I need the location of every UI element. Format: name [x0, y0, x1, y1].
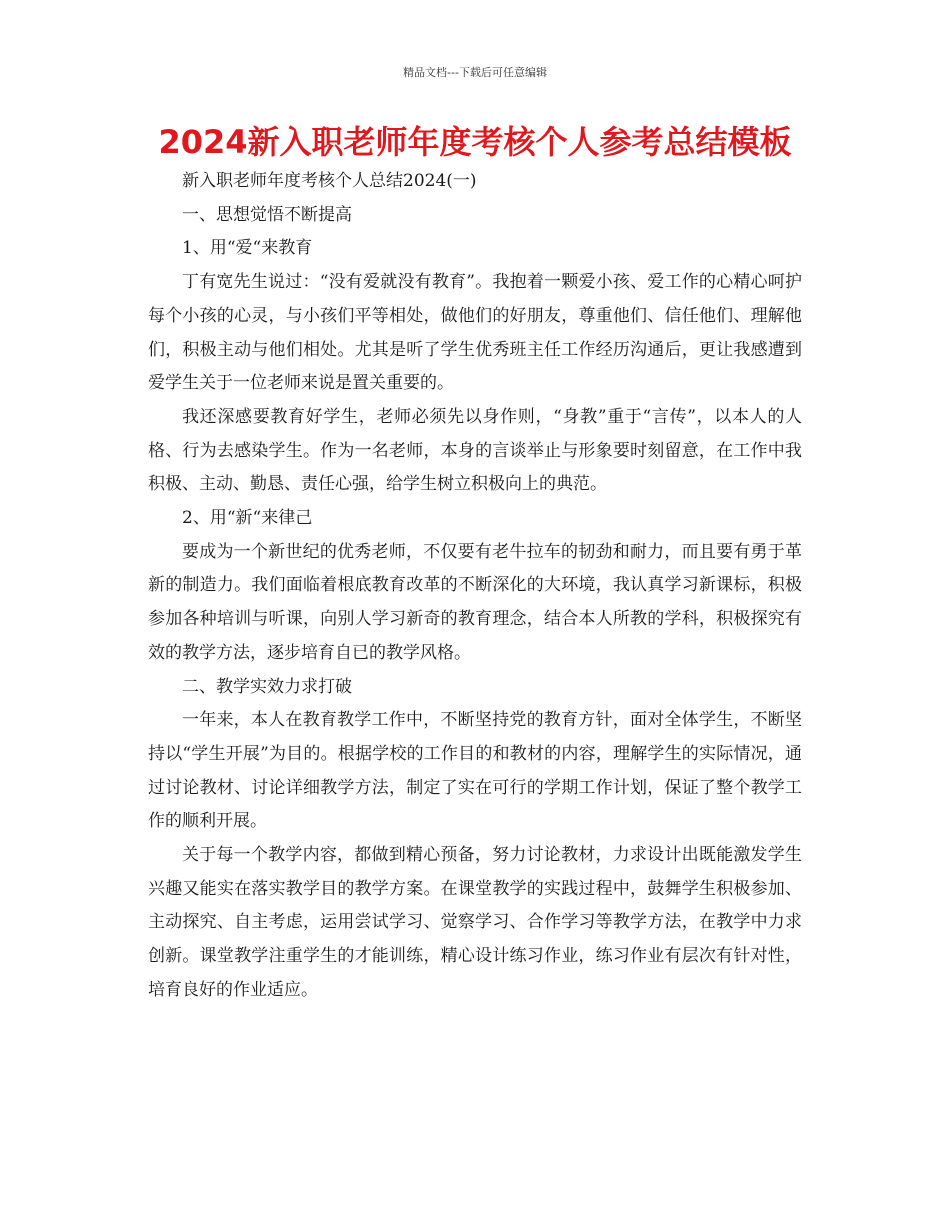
document-title: 2024新入职老师年度考核个人参考总结模板 — [158, 123, 792, 161]
paragraph: 关于每一个教学内容，都做到精心预备，努力讨论教材，力求设计出既能激发学生兴趣又能实在落实教学目的教学方案。在课堂教学的实践过程中，鼓舞学生积极参加、主动探究、自主考虑，运用尝试学习、觉察学习、合作学习等教学方法，在教学中力求创新。课堂教学注重学生的才能训练，精心设计练习作业，练习作业有层次有针对性，培育良好的作业适应。 — [148, 845, 802, 1000]
section-heading-2: 二、教学实效力求打破 — [182, 676, 352, 697]
paragraph: 要成为一个新世纪的优秀老师，不仅要有老牛拉车的韧劲和耐力，而且要有勇于革新的制造力。我们面临着根底教育改革的不断深化的大环境，我认真学习新课标，积极参加各种培训与听课，向别人学习新奇的教育理念，结合本人所教的学科，积极探究有效的教学方法，逐步培育自已的教学风格。 — [148, 541, 802, 663]
paragraph: 我还深感要教育好学生，老师必须先以身作则，“身教”重于“言传”，以本人的人格、行为去感染学生。作为一名老师，本身的言谈举止与形象要时刻留意，在工作中我积极、主动、勤恳、责任心强，给学生树立积极向上的典范。 — [148, 406, 802, 495]
section-heading-1: 一、思想觉悟不断提高 — [182, 204, 352, 225]
paragraph: 一年来，本人在教育教学工作中，不断坚持党的教育方针，面对全体学生，不断坚持以“学生开展”为目的。根据学校的工作目的和教材的内容，理解学生的实际情况，通过讨论教材、讨论详细教学方法，制定了实在可行的学期工作计划，保证了整个教学工作的顺利开展。 — [148, 710, 802, 832]
paragraph: 丁有宽先生说过：“没有爱就没有教育”。我抱着一颗爱小孩、爱工作的心精心呵护每个小孩的心灵，与小孩们平等相处，做他们的好朋友，尊重他们、信任他们、理解他们，积极主动与他们相处。尤其是听了学生优秀班主任工作经历沟通后，更让我感遭到爱学生关于一位老师来说是置关重要的。 — [148, 272, 802, 394]
header-note: 精品文档---下载后可任意编辑 — [403, 66, 547, 79]
document-body — [148, 165, 802, 1008]
subtitle: 新入职老师年度考核个人总结2024(一) — [182, 171, 477, 191]
subsection-heading-2: 2、用“新“来律己 — [182, 508, 313, 529]
subsection-heading-1: 1、用“爱“来教育 — [182, 238, 313, 259]
